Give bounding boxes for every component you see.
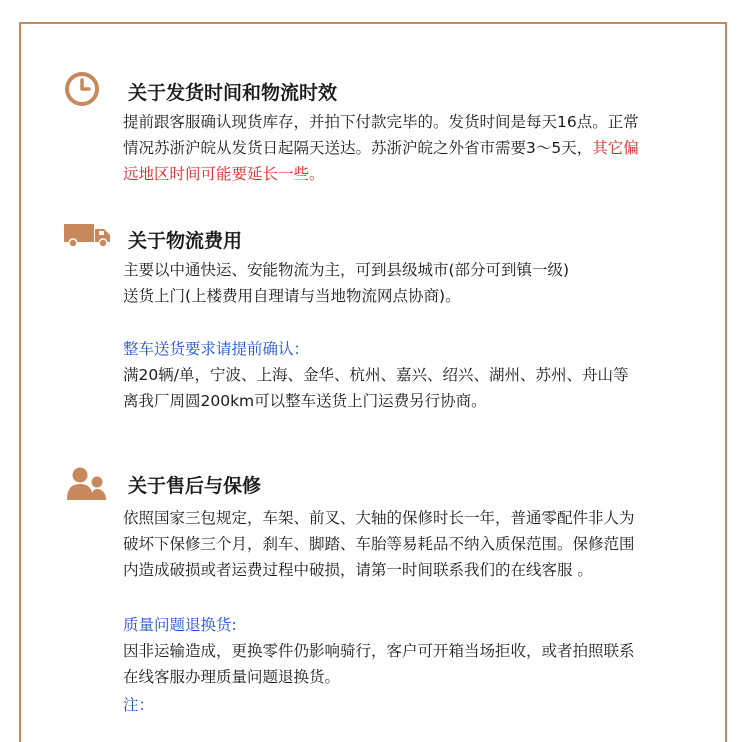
delivery-line-2: [123, 135, 723, 161]
people-icon: [66, 466, 108, 502]
service-subheading: 质量问题退换货:: [123, 616, 237, 634]
truck-icon: [64, 222, 112, 248]
cost-text-2: [123, 362, 723, 414]
service-text: [123, 505, 723, 583]
cost-text: [123, 257, 723, 309]
cost-title: 关于物流费用: [128, 230, 243, 252]
delivery-line-1: 提前跟客服确认现货库存，并拍下付款完毕的。发货时间是每天16点。正常: [123, 113, 639, 131]
service-line-5: 在线客服办理质量问题退换货。: [123, 668, 341, 686]
cost-line-3: 满20辆/单，宁波、上海、金华、杭州、嘉兴、绍兴、湖州、苏州、舟山等: [123, 366, 629, 384]
delivery-line-2-text: 情况苏浙沪皖从发货日起隔天送达。苏浙沪皖之外省市需要3～5天，: [123, 139, 593, 157]
delivery-title: 关于发货时间和物流时效: [128, 82, 338, 104]
service-line-3: 内造成破损或者运费过程中破损，请第一时间联系我们的在线客服 。: [123, 561, 593, 579]
cost-subheading: 整车送货要求请提前确认：: [123, 340, 310, 358]
clock-icon: [64, 71, 100, 107]
service-line-1: 依照国家三包规定，车架、前叉、大轴的保修时长一年，普通零配件非人为: [123, 509, 635, 527]
service-line-4: 因非运输造成，更换零件仍影响骑行，客户可开箱当场拒收，或者拍照联系: [123, 642, 635, 660]
service-line-2: 破坏下保修三个月，刹车、脚踏、车胎等易耗品不纳入质保范围。保修范围: [123, 535, 635, 553]
service-title: 关于售后与保修: [128, 475, 262, 497]
note-label: 注：: [123, 696, 155, 714]
cost-line-1: 主要以中通快运、安能物流为主，可到县级城市(部分可到镇一级): [123, 261, 570, 279]
service-text-2: [123, 638, 723, 690]
delivery-line-3-red: 远地区时间可能要延长一些。: [123, 165, 325, 183]
delivery-line-2-red: 其它偏: [592, 139, 639, 157]
delivery-text: [123, 109, 723, 187]
cost-line-2: 送货上门(上楼费用自理请与当地物流网点协商)。: [123, 287, 461, 305]
cost-line-4: 离我厂周圆200km可以整车送货上门运费另行协商。: [123, 392, 487, 410]
